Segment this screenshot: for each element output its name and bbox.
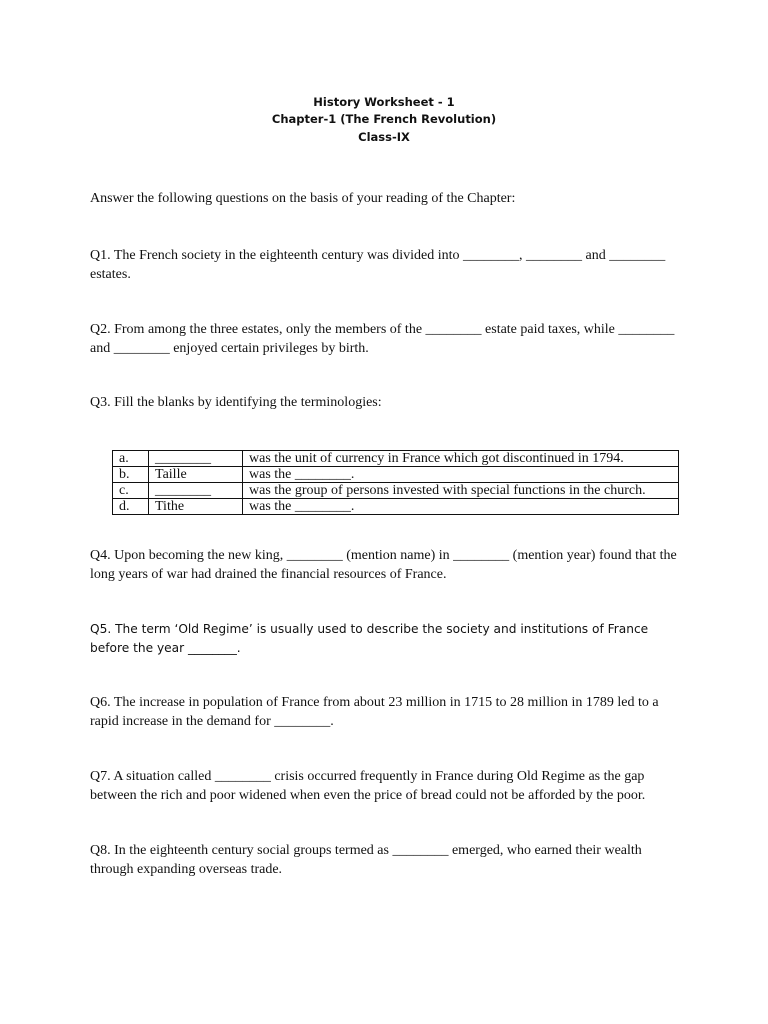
worksheet-title: History Worksheet - 1	[313, 95, 455, 109]
row-letter: a.	[113, 451, 149, 467]
chapter-title: Chapter-1 (The French Revolution)	[271, 112, 497, 126]
row-definition: was the ________.	[243, 467, 679, 483]
question-6: Q6. The increase in population of France from about 23 million in 1715 to 28 million in 1789 led to a rapid increase in the demand for ________.	[90, 695, 659, 729]
question-5: Q5. The term ‘Old Regime’ is usually used to describe the society and institutions of France before the year ________.	[90, 622, 649, 655]
row-letter: b.	[113, 467, 149, 483]
row-term: ________	[149, 451, 243, 467]
instructions: Answer the following questions on the basis of your reading of the Chapter:	[90, 191, 516, 206]
row-term: Taille	[149, 467, 243, 483]
question-8: Q8. In the eighteenth century social groups termed as ________ emerged, who earned their wealth through expanding overseas trade.	[90, 843, 642, 877]
question-3: Q3. Fill the blanks by identifying the terminologies:	[90, 395, 382, 410]
table-row	[113, 451, 679, 467]
table-row	[113, 499, 679, 515]
question-2: Q2. From among the three estates, only the members of the ________ estate paid taxes, while ________ and ________ enjoyed certain privileges by birth.	[90, 322, 675, 356]
question-1: Q1. The French society in the eighteenth century was divided into ________, ________ and ________ estates.	[90, 248, 666, 282]
row-definition: was the group of persons invested with special functions in the church.	[243, 483, 679, 499]
row-letter: c.	[113, 483, 149, 499]
table-row	[113, 467, 679, 483]
terms-table	[112, 450, 679, 515]
question-7: Q7. A situation called ________ crisis occurred frequently in France during Old Regime as the gap between the rich and poor widened when even the price of bread could not be afforded by the poor.	[90, 769, 646, 803]
row-term: Tithe	[149, 499, 243, 515]
row-term: ________	[149, 483, 243, 499]
question-4: Q4. Upon becoming the new king, ________ (mention name) in ________ (mention year) found that the long years of war had drained the financial resources of France.	[90, 548, 677, 582]
class-label: Class-IX	[358, 130, 410, 144]
table-row	[113, 483, 679, 499]
row-definition: was the ________.	[243, 499, 679, 515]
row-definition: was the unit of currency in France which got discontinued in 1794.	[243, 451, 679, 467]
row-letter: d.	[113, 499, 149, 515]
